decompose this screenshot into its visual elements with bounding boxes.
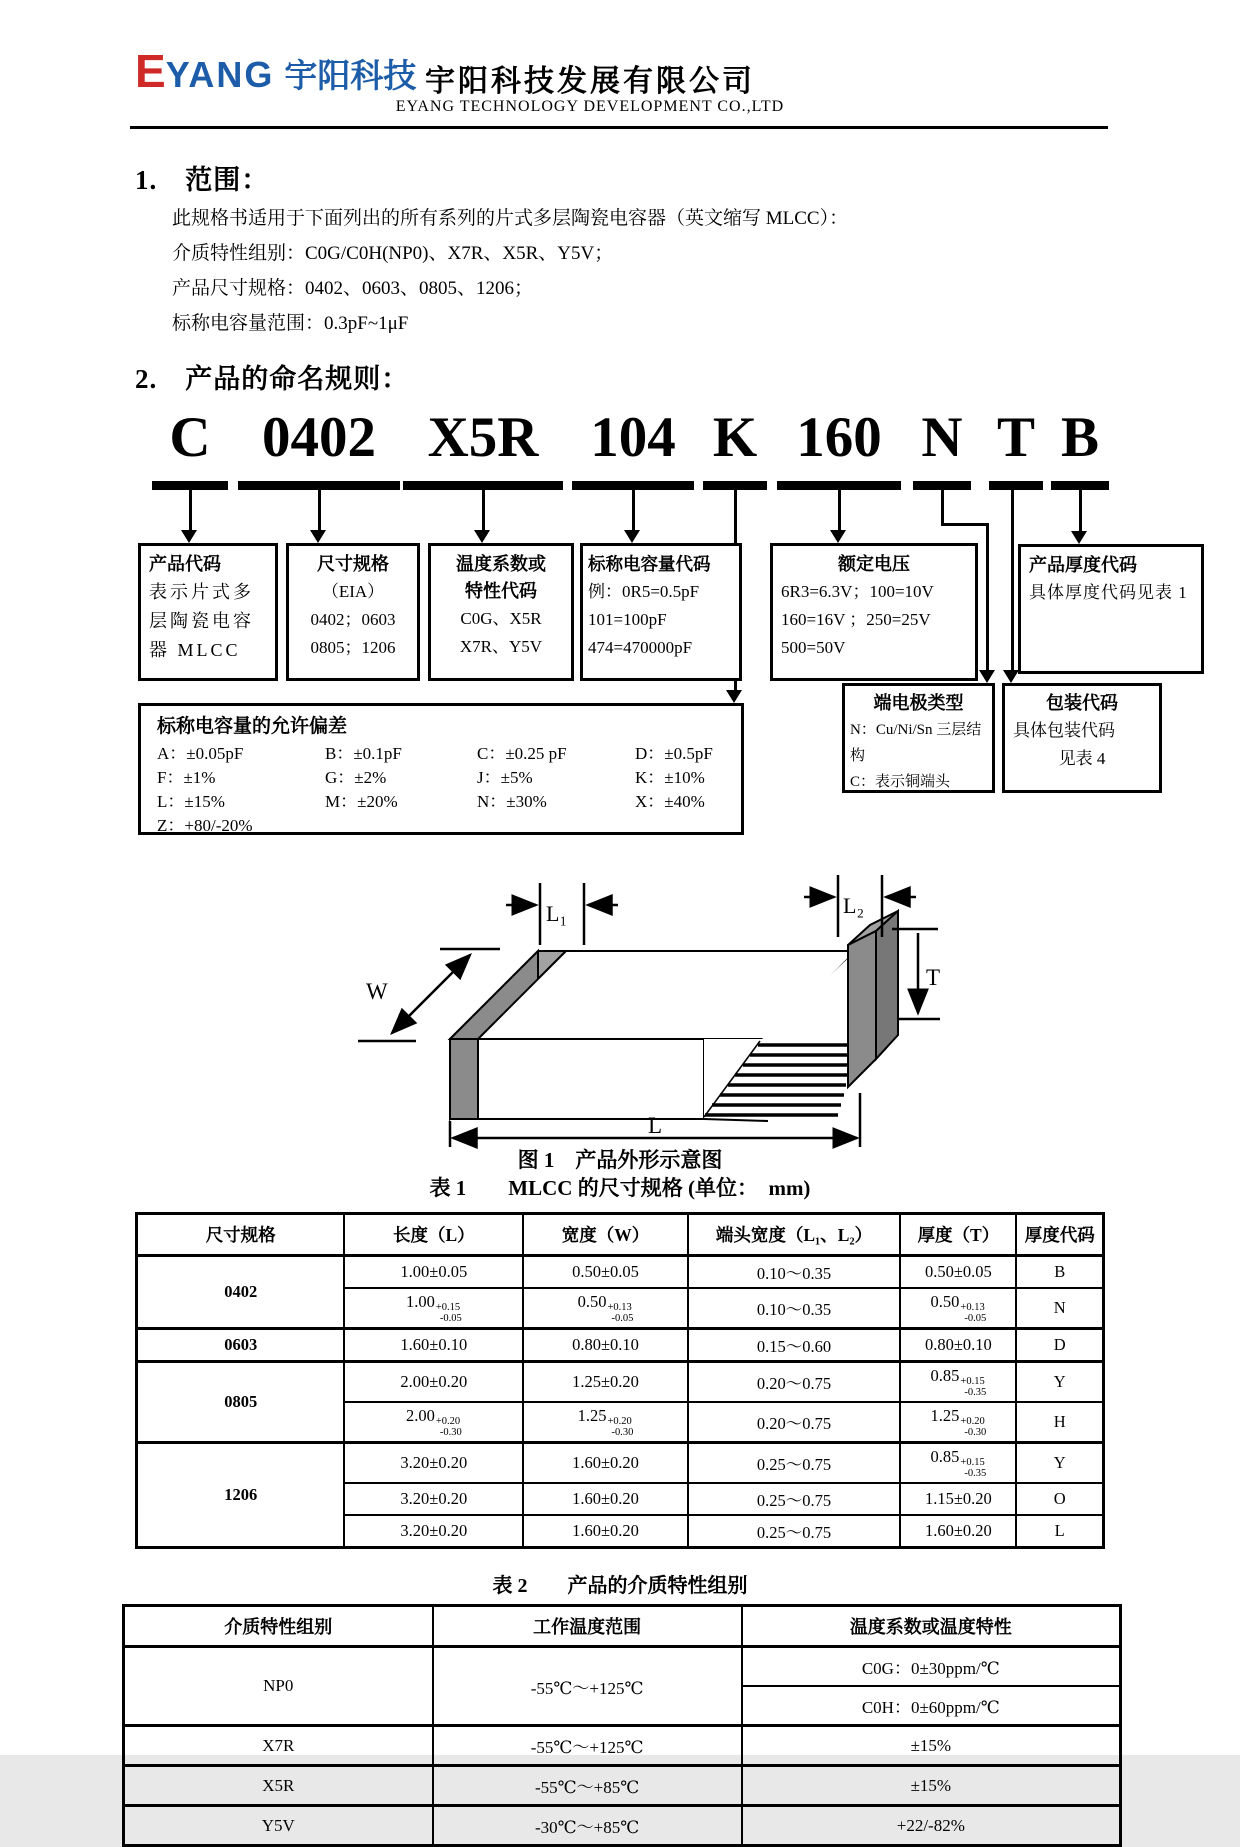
column-header: 厚度（T） [900,1214,1016,1256]
section1-heading: 1. 范围： [135,165,270,195]
arrowhead-icon [624,530,640,543]
table-cell: 0.50±0.05 [523,1256,687,1289]
company-subtitle: EYANG TECHNOLOGY DEVELOPMENT CO.,LTD [395,98,785,115]
arrowhead-icon [181,530,197,543]
table-cell: 0.10～0.35 [688,1256,901,1289]
table-row [124,1766,1121,1806]
logo-word-yang: YANG [165,54,275,95]
part-segment: C [169,406,211,469]
arrowhead-icon [474,530,490,543]
table-row [124,1806,1121,1846]
section1-line: 介质特性组别：C0G/C0H(NP0)、X7R、X5R、Y5V； [172,243,614,264]
connector-line [838,489,841,531]
box-title: 特性代码 [465,581,537,601]
connector-line [189,489,192,531]
box-title: 端电极类型 [873,693,964,713]
table-row [137,1362,1104,1403]
box-tolerance [138,703,744,835]
table-cell: 0.10～0.35 [688,1288,901,1329]
table-cell: 3.20±0.20 [344,1483,523,1515]
box-body: 具体厚度代码见表 1 [1029,583,1188,602]
connector-line [941,523,989,526]
box-line: 500=50V [781,638,846,657]
table-cell: -55℃～+85℃ [433,1766,742,1806]
figure-1 [0,849,1240,1202]
box-size-code [286,543,420,681]
table-cell: N [1016,1288,1103,1329]
box-title: 标称电容量的允许偏差 [157,716,348,737]
figure-caption: 图 1 产品外形示意图 [517,1148,723,1172]
part-segment: X5R [427,406,539,469]
table-cell: 0.20～0.75 [688,1402,901,1443]
table-cell: 1206 [137,1443,345,1548]
box-line: （EIA） [321,582,385,601]
table-cell: 1.00±0.05 [344,1256,523,1289]
table-cell: 2.00 +0.20 -0.30 [344,1402,523,1443]
dim-label-l: L [648,1113,663,1138]
table-cell: -55℃～+125℃ [433,1726,742,1766]
dim-label-t: T [926,965,941,990]
tolerance-grid [157,742,741,838]
column-header: 宽度（W） [523,1214,687,1256]
box-capacitance-code [580,543,742,681]
tolerance-item: K：±10% [635,768,705,787]
table-cell: +22/-82% [742,1806,1121,1846]
table-cell: 0805 [137,1362,345,1443]
table-cell: 1.25±0.20 [523,1362,687,1403]
tolerance-item: L：±15% [157,792,225,811]
tolerance-item: J：±5% [477,768,533,787]
dimension-table [135,1212,1105,1549]
tolerance-item: M：±20% [325,792,398,811]
section2-heading: 2. 产品的命名规则： [135,364,410,394]
column-header: 温度系数或温度特性 [742,1606,1121,1647]
section1-line: 此规格书适用于下面列出的所有系列的片式多层陶瓷电容器（英文缩写 MLCC）： [172,208,849,229]
tolerance-item: C：±0.25 pF [477,744,567,763]
dim-label-l2: L₂ [843,893,865,918]
part-segment: 104 [590,406,676,469]
connector-line [632,489,635,531]
box-line: 具体包装代码 [1013,721,1115,740]
table-cell: 3.20±0.20 [344,1515,523,1548]
table-cell: 0.20～0.75 [688,1362,901,1403]
box-line: 0402；0603 [310,610,396,629]
table-row [124,1726,1121,1766]
box-line: 例：0R5=0.5pF [588,582,700,601]
box-line: 474=470000pF [588,638,693,657]
arrowhead-icon [979,670,995,683]
arrowhead-icon [1003,670,1019,683]
arrowhead-icon [726,690,742,703]
table-cell: 0.25～0.75 [688,1443,901,1484]
table-cell: -30℃～+85℃ [433,1806,742,1846]
table-cell: NP0 [124,1647,433,1726]
table-cell: 1.60±0.20 [523,1443,687,1484]
box-body: 表示片式多层陶瓷电容器 MLCC [149,582,254,660]
table-cell: X7R [124,1726,433,1766]
naming-diagram [0,400,1240,847]
box-title: 产品厚度代码 [1029,555,1137,575]
connector-line [1011,489,1014,671]
table-cell: 1.60±0.10 [344,1329,523,1362]
logo-letter-e: E [135,45,166,97]
part-segment: T [996,406,1036,469]
table-cell: 1.60±0.20 [523,1515,687,1548]
table-cell: C0G：0±30ppm/℃ [742,1647,1121,1687]
box-termination-type [842,683,995,793]
box-line: C0G、X5R [460,609,542,628]
table-cell: B [1016,1256,1103,1289]
box-line: 6R3=6.3V；100=10V [781,582,934,601]
part-segment: 0402 [262,406,376,469]
arrowhead-icon [310,530,326,543]
table-cell: 1.60±0.20 [523,1483,687,1515]
table-cell: 0603 [137,1329,345,1362]
box-thickness-code [1018,544,1204,674]
section1-line: 产品尺寸规格：0402、0603、0805、1206； [172,278,534,299]
box-line: 见表 4 [1058,749,1106,768]
table-cell: Y [1016,1443,1103,1484]
company-title: 宇阳科技发展有限公司 [425,65,755,98]
connector-line [941,489,944,526]
part-segment: 160 [796,406,882,469]
table-cell: L [1016,1515,1103,1548]
table-cell: 0.85 +0.15 -0.35 [900,1443,1016,1484]
box-title: 产品代码 [149,554,221,574]
table-cell: C0H：0±60ppm/℃ [742,1686,1121,1726]
box-temp-characteristic [428,543,574,681]
table-cell: ±15% [742,1766,1121,1806]
table-cell: 0.25～0.75 [688,1483,901,1515]
box-rated-voltage [770,543,978,681]
table-row [137,1443,1104,1484]
header-rule [130,126,1108,129]
column-header: 长度（L） [344,1214,523,1256]
table-cell: 1.60±0.20 [900,1515,1016,1548]
arrowhead-icon [1071,531,1087,544]
box-line: X7R、Y5V [459,637,543,656]
box-title: 额定电压 [838,554,910,574]
tolerance-item: X：±40% [635,792,705,811]
connector-line [1079,489,1082,532]
box-line: N：Cu/Ni/Sn 三层结构 [850,722,982,764]
section1-line: 标称电容量范围：0.3pF~1μF [172,313,409,334]
table-cell: 3.20±0.20 [344,1443,523,1484]
table-cell: ±15% [742,1726,1121,1766]
table-row [137,1329,1104,1362]
dim-label-w: W [366,979,388,1004]
table-cell: 2.00±0.20 [344,1362,523,1403]
box-line: 160=16V ；250=25V [781,610,931,629]
column-header: 端头宽度（L₁、L₂） [688,1214,901,1256]
table-cell: H [1016,1402,1103,1443]
tolerance-item: Z：+80/-20% [157,816,253,835]
box-title: 温度系数或 [456,554,546,574]
dim-label-l1: L₁ [546,901,568,926]
box-packaging-code [1002,683,1162,793]
page-header [0,0,1240,132]
table-cell: 0.25～0.75 [688,1515,901,1548]
part-segment: B [1060,406,1100,469]
column-header: 厚度代码 [1016,1214,1103,1256]
connector-line [318,489,321,531]
tolerance-item: B：±0.1pF [325,744,402,763]
table-cell: Y [1016,1362,1103,1403]
table-cell: X5R [124,1766,433,1806]
box-product-code [138,543,278,681]
table-cell: D [1016,1329,1103,1362]
logo-cn-text: 宇阳科技 [284,57,417,94]
table-cell: 1.25 +0.20 -0.30 [523,1402,687,1443]
table-header-row [137,1214,1104,1256]
table-cell: Y5V [124,1806,433,1846]
table-cell: 0.50 +0.13 -0.05 [900,1288,1016,1329]
table-cell: -55℃～+125℃ [433,1647,742,1726]
column-header: 介质特性组别 [124,1606,433,1647]
table-header-row [124,1606,1121,1647]
tolerance-item: G：±2% [325,768,387,787]
column-header: 工作温度范围 [433,1606,742,1647]
mlcc-figure [300,849,940,1151]
box-title: 标称电容量代码 [588,554,711,574]
box-title: 包装代码 [1046,693,1118,713]
table-cell: 0.80±0.10 [523,1329,687,1362]
table-cell: 1.15±0.20 [900,1483,1016,1515]
arrowhead-icon [830,530,846,543]
column-header: 尺寸规格 [137,1214,345,1256]
tolerance-item: F：±1% [157,768,216,787]
table-cell: 0.85 +0.15 -0.35 [900,1362,1016,1403]
table2-caption: 表 2 产品的介质特性组别 [492,1575,748,1598]
table-cell: 0.80±0.10 [900,1329,1016,1362]
table-cell: 0.50±0.05 [900,1256,1016,1289]
table1-caption: 表 1 MLCC 的尺寸规格 (单位： mm) [429,1176,811,1200]
part-segment: K [712,406,758,469]
table-cell: 1.25 +0.20 -0.30 [900,1402,1016,1443]
tolerance-item: D：±0.5pF [635,744,713,763]
table-row [124,1647,1121,1687]
table-cell: O [1016,1483,1103,1515]
tolerance-item: N：±30% [477,792,547,811]
box-title: 尺寸规格 [317,554,389,574]
table-row [137,1256,1104,1289]
connector-line [482,489,485,531]
box-line: 101=100pF [588,610,667,629]
connector-line [986,523,989,671]
table-cell: 1.00 +0.15 -0.05 [344,1288,523,1329]
table-cell: 0402 [137,1256,345,1329]
segment-underline [989,481,1043,490]
dielectric-table [122,1604,1122,1847]
table-cell: 0.15～0.60 [688,1329,901,1362]
tolerance-item: A：±0.05pF [157,744,244,763]
box-line: C：表示铜端头 [850,774,951,790]
part-segment: N [921,406,963,469]
box-line: 0805；1206 [310,638,396,657]
table-cell: 0.50 +0.13 -0.05 [523,1288,687,1329]
